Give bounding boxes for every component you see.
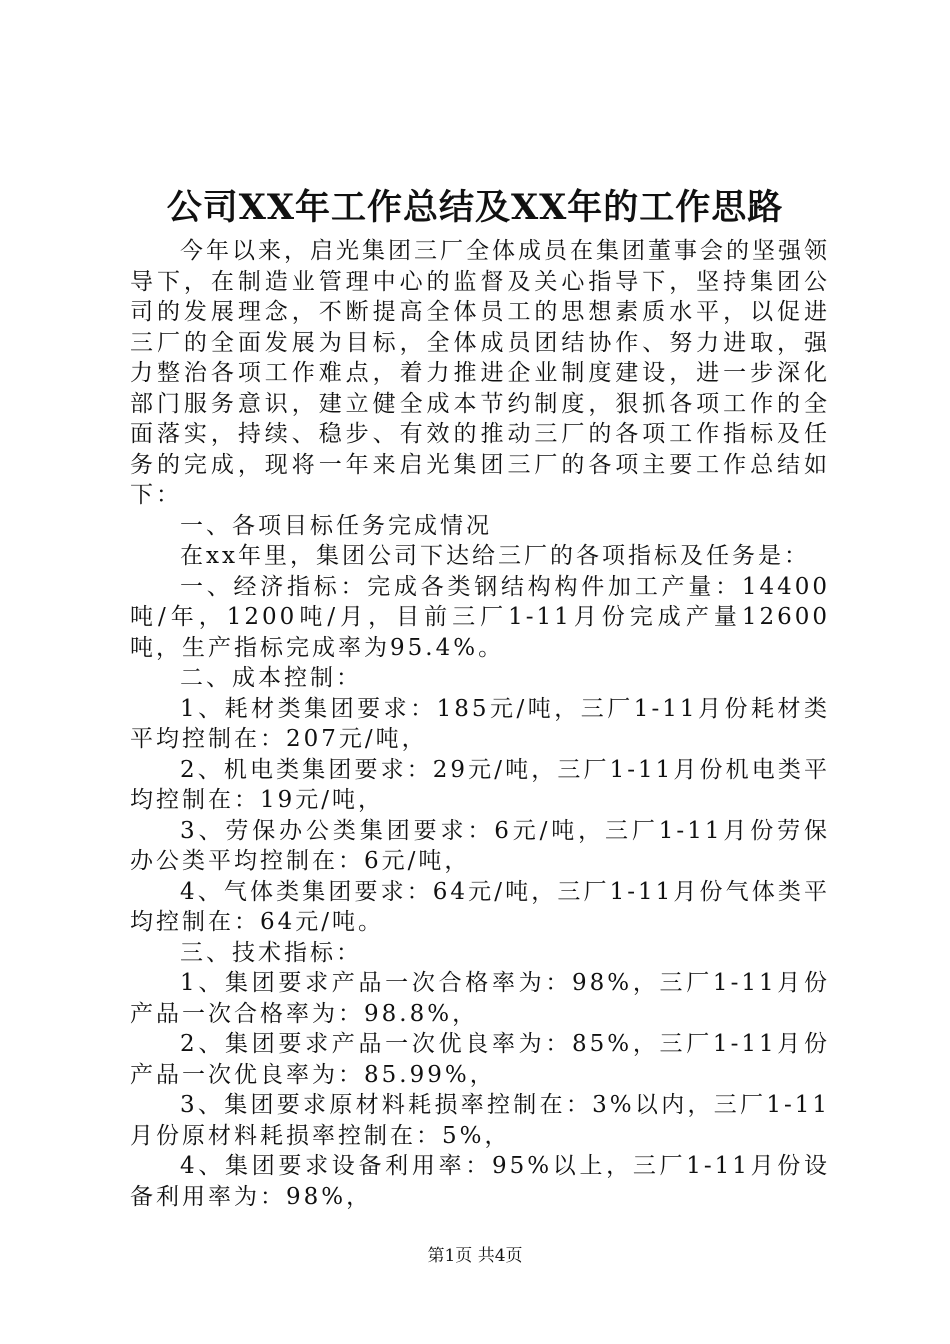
list-item-consumables: 1、耗材类集团要求：185元/吨，三厂1-11月份耗材类平均控制在：207元/吨， bbox=[130, 695, 830, 752]
list-item-labor-office: 3、劳保办公类集团要求：6元/吨，三厂1-11月份劳保办公类平均控制在：6元/吨， bbox=[130, 817, 830, 874]
paragraph-intro: 今年以来，启光集团三厂全体成员在集团董事会的坚强领导下，在制造业管理中心的监督及关心指导下，坚持集团公司的发展理念，不断提高全体员工的思想素质水平，以促进三厂的全面发展为目标，全体成员团结协作、努力进取，强力整治各项工作难点，着力推进企业制度建设，进一步深化部门服务意识，建立健全成本节约制度，狠抓各项工作的全面落实，持续、稳步、有效的推动三厂的各项工作指标及任务的完成，现将一年来启光集团三厂的各项主要工作总结如下： bbox=[130, 238, 830, 508]
list-item-pass-rate: 1、集团要求产品一次合格率为：98%，三厂1-11月份产品一次合格率为：98.8%， bbox=[130, 970, 830, 1027]
list-item-equipment-utilization: 4、集团要求设备利用率：95%以上，三厂1-11月份设备利用率为：98%， bbox=[130, 1153, 830, 1210]
subheading-technical-indicators: 三、技术指标： bbox=[180, 939, 362, 966]
paragraph-targets-intro: 在xx年里，集团公司下达给三厂的各项指标及任务是： bbox=[180, 543, 810, 569]
page-footer: 第1页 共4页 bbox=[427, 1246, 523, 1266]
document-title: 公司XX年工作总结及XX年的工作思路 bbox=[166, 187, 784, 228]
list-item-electromechanical: 2、机电类集团要求：29元/吨，三厂1-11月份机电类平均控制在：19元/吨， bbox=[130, 756, 830, 813]
list-item-excellence-rate: 2、集团要求产品一次优良率为：85%，三厂1-11月份产品一次优良率为：85.99%， bbox=[130, 1031, 830, 1088]
paragraph-economic-indicators: 一、经济指标：完成各类钢结构构件加工产量：14400吨/年，1200吨/月，目前三厂1-11月份完成产量12600吨，生产指标完成率为95.4%。 bbox=[130, 573, 830, 661]
section-heading-targets: 一、各项目标任务完成情况 bbox=[180, 512, 492, 539]
list-item-material-loss: 3、集团要求原材料耗损率控制在：3%以内，三厂1-11月份原材料耗损率控制在：5%， bbox=[130, 1092, 830, 1149]
list-item-gas: 4、气体类集团要求：64元/吨，三厂1-11月份气体类平均控制在：64元/吨。 bbox=[130, 878, 830, 935]
subheading-cost-control: 二、成本控制： bbox=[180, 665, 362, 691]
document-body bbox=[130, 236, 830, 1212]
